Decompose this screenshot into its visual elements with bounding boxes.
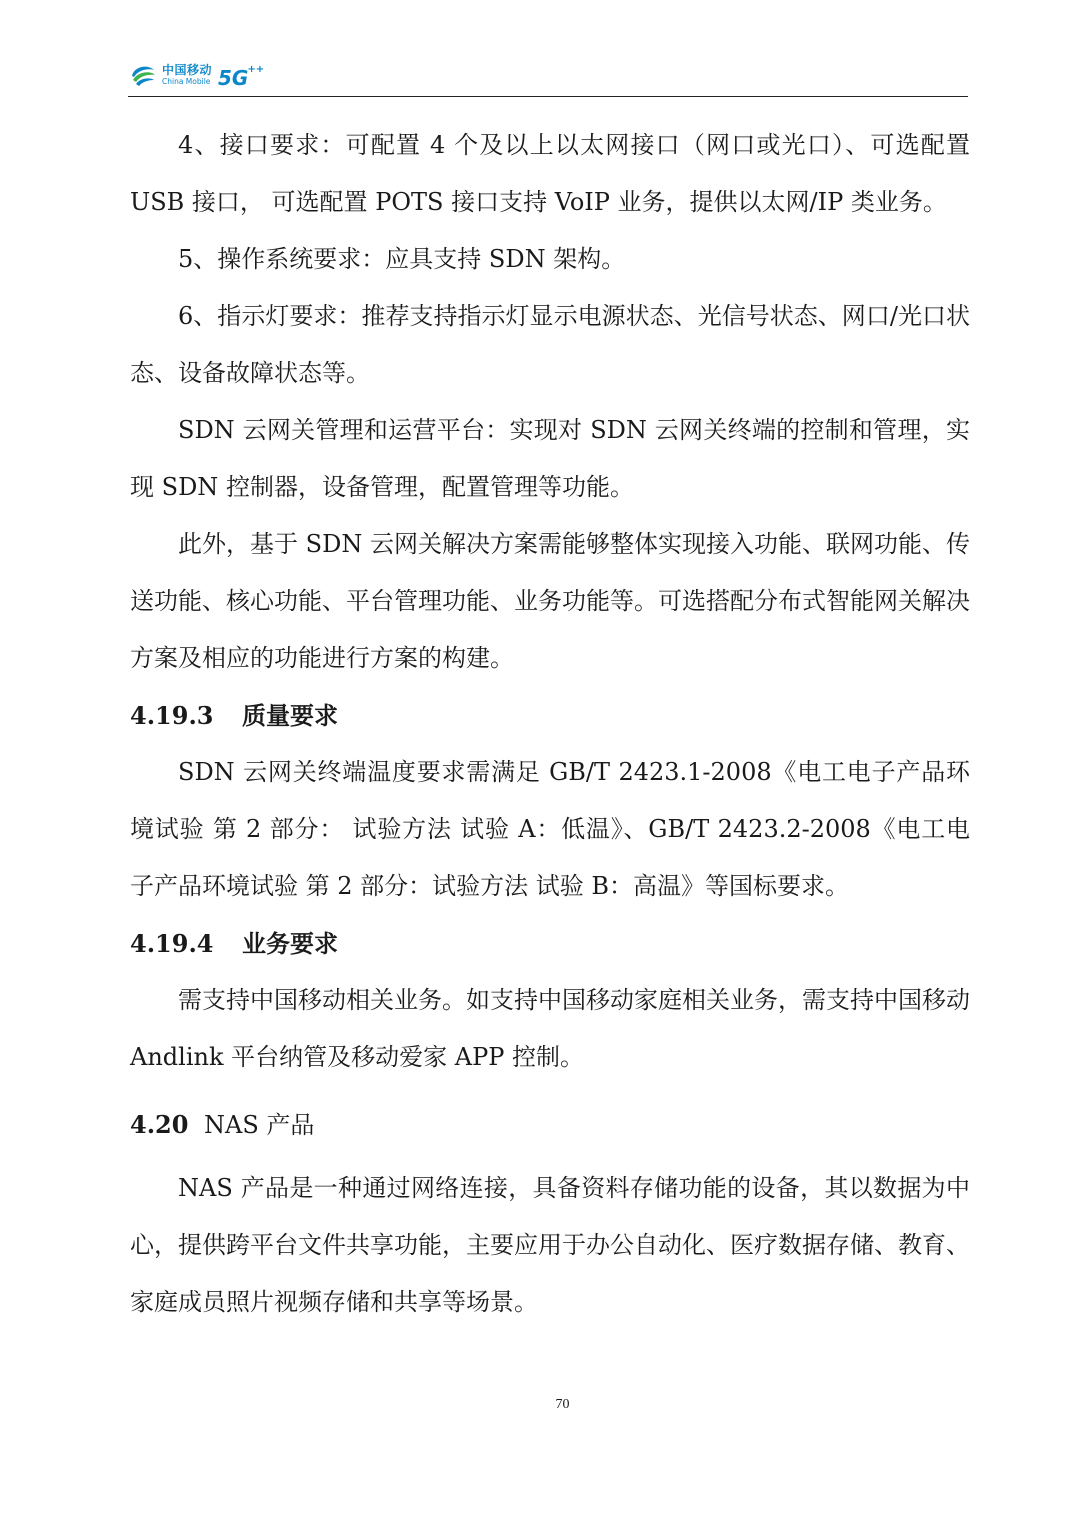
section-heading-4-20 — [130, 1096, 970, 1154]
paragraph-os-requirements: 5、操作系统要求：应具支持 SDN 架构。 — [178, 245, 626, 273]
paragraph-nas-description: NAS 产品是一种通过网络连接，具备资料存储功能的设备，其以数据为中心，提供跨平台文件共享功能，主要应用于办公自动化、医疗数据存储、教育、家庭成员照片视频存储和共享等场景。 — [130, 1174, 970, 1316]
section-number: 4.19.4 — [130, 929, 214, 958]
section-title: NAS 产品 — [204, 1111, 315, 1139]
section-title: 业务要求 — [242, 929, 338, 958]
section-heading-4-19-4 — [130, 915, 970, 972]
china-mobile-logo-icon — [128, 60, 158, 90]
paragraph-service-requirements: 需支持中国移动相关业务。如支持中国移动家庭相关业务，需支持中国移动 Andlink 平台纳管及移动爱家 APP 控制。 — [130, 986, 970, 1071]
paragraph-solution-overview: 此外，基于 SDN 云网关解决方案需能够整体实现接入功能、联网功能、传送功能、核心功能、平台管理功能、业务功能等。可选搭配分布式智能网关解决方案及相应的功能进行方案的构建。 — [130, 530, 970, 672]
paragraph-indicator-requirements: 6、指示灯要求：推荐支持指示灯显示电源状态、光信号状态、网口/光口状态、设备故障状态等。 — [130, 302, 970, 387]
section-heading-4-19-3 — [130, 687, 970, 744]
logo-chinese-text: 中国移动 — [162, 63, 213, 78]
paragraph-quality-requirements: SDN 云网关终端温度要求需满足 GB/T 2423.1-2008《电工电子产品环境试验 第 2 部分： 试验方法 试验 A：低温》、GB/T 2423.2-2008《电工电子产品环境试验 第 2 部分：试验方法 试验 B：高温》等国标要求。 — [130, 758, 970, 900]
section-number: 4.20 — [130, 1110, 189, 1139]
page-header — [128, 56, 968, 97]
page-number: 70 — [555, 1397, 570, 1412]
logo-plus-text: ++ — [247, 63, 265, 75]
paragraph-management-platform: SDN 云网关管理和运营平台：实现对 SDN 云网关终端的控制和管理，实现 SDN 控制器，设备管理，配置管理等功能。 — [130, 416, 970, 501]
china-mobile-logo — [128, 58, 264, 92]
logo-5g-text: 5G — [218, 66, 249, 90]
section-number: 4.19.3 — [130, 701, 214, 730]
section-title: 质量要求 — [242, 701, 338, 730]
logo-english-text: China Mobile — [162, 77, 211, 87]
document-body — [130, 117, 970, 1331]
paragraph-interface-requirements: 4、接口要求：可配置 4 个及以上以太网接口（网口或光口）、可选配置 USB 接口， 可选配置 POTS 接口支持 VoIP 业务，提供以太网/IP 类业务。 — [130, 131, 970, 216]
